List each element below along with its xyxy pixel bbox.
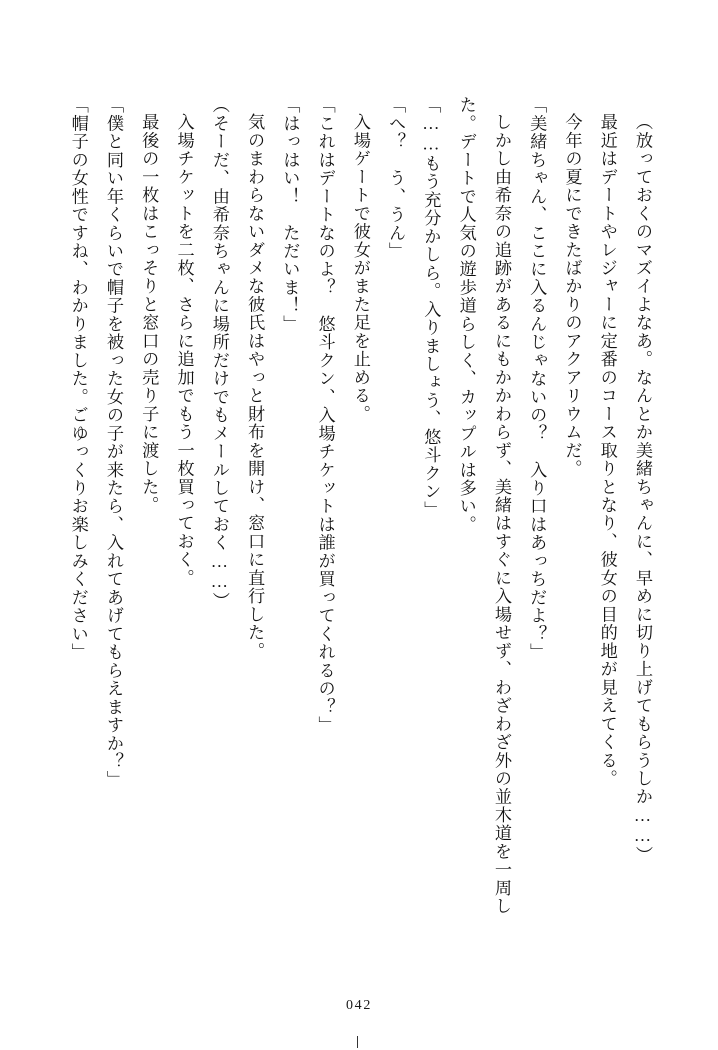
paragraph: （放っておくのマズイよなあ。なんとか美緒ちゃんに、早めに切り上げてもらうしか……） <box>633 113 652 865</box>
paragraph: 「はっはい！ ただいま！」 <box>280 96 300 334</box>
paragraph: しかし由希奈の追跡があるにもかかわらず、美緒はすぐに入場せず、わざわざ外の並木道を一周した。デートで人気の遊歩道らしく、カップルは多い。 <box>456 96 511 916</box>
novel-body-text <box>58 96 660 926</box>
paragraph: 「これはデートなのよ？ 悠斗クン、入場チケットは誰が買ってくれるの？」 <box>315 96 335 735</box>
paragraph: 「へ？ う、うん」 <box>386 96 406 261</box>
spine-mark <box>357 1036 358 1048</box>
paragraph: 「美緒ちゃん、ここに入るんじゃないの？ 入り口はあっちだよ？」 <box>527 96 547 662</box>
paragraph: 最近はデートやレジャーに定番のコース取りとなり、彼女の目的地が見えてくる。 <box>597 113 617 788</box>
paragraph: 「僕と同い年くらいで帽子を被った女の子が来たら、入れてあげてもらえますか？」 <box>104 96 124 789</box>
paragraph: 入場チケットを二枚、さらに追加でもう一枚買っておく。 <box>174 113 194 588</box>
paragraph: 入場ゲートで彼女がまた足を止める。 <box>350 113 370 424</box>
paragraph: 今年の夏にできたばかりのアクアリウムだ。 <box>562 113 582 478</box>
paragraph: 最後の一枚はこっそりと窓口の売り子に渡した。 <box>139 113 159 515</box>
paragraph: 「……もう充分かしら。入りましょう、悠斗クン」 <box>421 96 441 519</box>
page-number: 042 <box>345 998 373 1013</box>
paragraph: 気のまわらないダメな彼氏はやっと財布を開け、窓口に直行した。 <box>245 113 265 661</box>
paragraph: 「帽子の女性ですね、わかりました。ごゆっくりお楽しみください」 <box>68 96 88 662</box>
paragraph: （そーだ、由希奈ちゃんに場所だけでもメールしておく……） <box>209 96 229 611</box>
